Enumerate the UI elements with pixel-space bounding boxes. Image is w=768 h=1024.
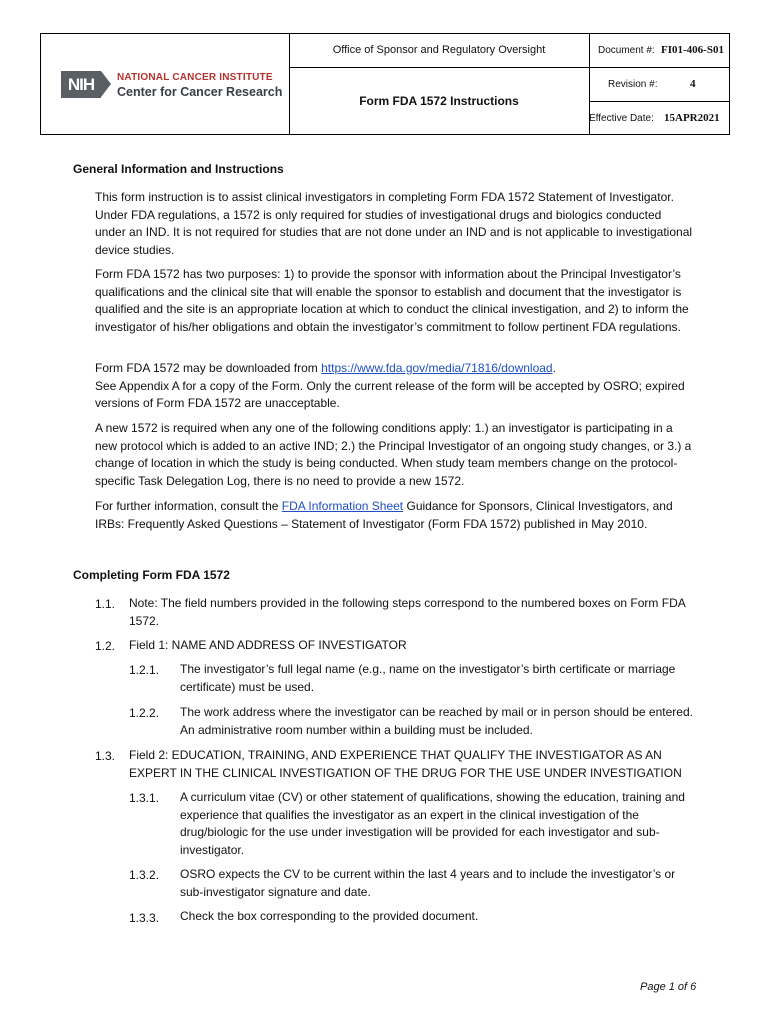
item-number: 1.3.2. [129,868,160,882]
further-info-text-rest: Guidance for Sponsors, Clinical Investigators, and IRBs: Frequently Asked Questions – Statement of Investigator (Form FDA 1572) published in May 2010. [95,499,673,531]
item-number: 1.2.2. [129,706,160,720]
document-number-value: FI01-406-S01 [661,44,724,56]
item-number: 1.3.3. [129,911,160,925]
nih-logo-arrow [101,71,111,97]
list-item: Field 2: EDUCATION, TRAINING, AND EXPERIENCE THAT QUALIFY THE INVESTIGATOR AS AN EXPERT IN THE CLINICAL INVESTIGATION OF THE DRUG FOR THE USE UNDER INVESTIGATION [129,748,682,780]
item-number: 1.3.1. [129,791,160,805]
document-number-label: Document #: [598,45,655,56]
list-item: OSRO expects the CV to be current within the last 4 years and to include the investigator’s or sub-investigator signature and date. [180,867,676,899]
list-item: A curriculum vitae (CV) or other statement of qualifications, showing the education, training and experience that qualifies the investigator as an expert in the clinical investigation of the drug/biologic for the use under investigation will be provided for each investigator and sub-investigator. [180,790,685,857]
effective-date-row [590,102,730,134]
institute-name: NATIONAL CANCER INSTITUTE [117,72,273,83]
nih-logo: NIH [61,71,101,98]
list-item: The work address where the investigator can be reached by mail or in person should be entered. An administrative room number within a building must be included. [180,705,693,737]
office-name: Office of Sponsor and Regulatory Oversight [289,34,589,68]
further-info-text: For further information, consult the [95,499,282,513]
page-number: Page 1 of 6 [640,981,697,993]
effective-date-label: Effective Date: [589,113,654,124]
item-number: 1.1. [95,597,116,611]
completing-heading: Completing Form FDA 1572 [73,568,230,582]
download-period: . [552,361,556,375]
list-item: Field 1: NAME AND ADDRESS OF INVESTIGATOR [129,638,407,652]
item-number: 1.2. [95,639,116,653]
revision-row [590,68,730,102]
header-meta [590,34,730,134]
revision-value: 4 [690,78,696,90]
list-item: The investigator’s full legal name (e.g., name on the investigator’s birth certificate or marriage certificate) must be used. [180,662,676,694]
revision-label: Revision #: [608,79,658,90]
center-name: Center for Cancer Research [117,85,283,99]
download-link[interactable]: https://www.fda.gov/media/71816/download [321,361,553,375]
header-middle [289,34,590,134]
general-paragraph-2: Form FDA 1572 has two purposes: 1) to provide the sponsor with information about the Principal Investigator’s qualifications and the clinical site that will enable the sponsor to establish and document that the investigator is qualified and the site is an appropriate location at which to conduct the clinical investigation, and 2) to inform the investigator of his/her obligations and obtain the investigator’s commitment to follow pertinent FDA regulations. [95,267,689,334]
appendix-text: See Appendix A for a copy of the Form. Only the current release of the form will be accepted by OSRO; expired versions of Form FDA 1572 are unacceptable. [95,378,685,410]
effective-date-value: 15APR2021 [664,112,720,124]
document-number-row [590,34,730,68]
general-paragraph-3 [95,360,695,413]
general-paragraph-1: This form instruction is to assist clinical investigators in completing Form FDA 1572 Statement of Investigator. Under FDA regulations, a 1572 is only required for studies of investigational drugs and biologics conducted under an IND. It is not required for studies that are not done under an IND and is not applicable to investigational device studies. [95,190,693,257]
download-text: Form FDA 1572 may be downloaded from [95,361,322,375]
item-number: 1.3. [95,749,116,763]
general-heading: General Information and Instructions [73,162,284,176]
document-header [40,33,730,135]
fda-info-sheet-link[interactable]: FDA Information Sheet [281,499,404,513]
item-number: 1.2.1. [129,663,160,677]
general-paragraph-5 [95,498,695,533]
logo-cell [41,34,290,134]
general-paragraph-4: A new 1572 is required when any one of the following conditions apply: 1.) an investigator is participating in a new protocol which is added to an active IND; 2.) the Principal Investigator of an ongoing study changes, or 3.) a change of location in which the study is being conducted. When study team members change on the protocol-specific Task Delegation Log, there is no need to provide a new 1572. [95,421,692,488]
list-item: Check the box corresponding to the provided document. [180,909,479,923]
form-title: Form FDA 1572 Instructions [359,94,519,108]
list-item: Note: The field numbers provided in the following steps correspond to the numbered boxes on Form FDA 1572. [129,596,686,628]
